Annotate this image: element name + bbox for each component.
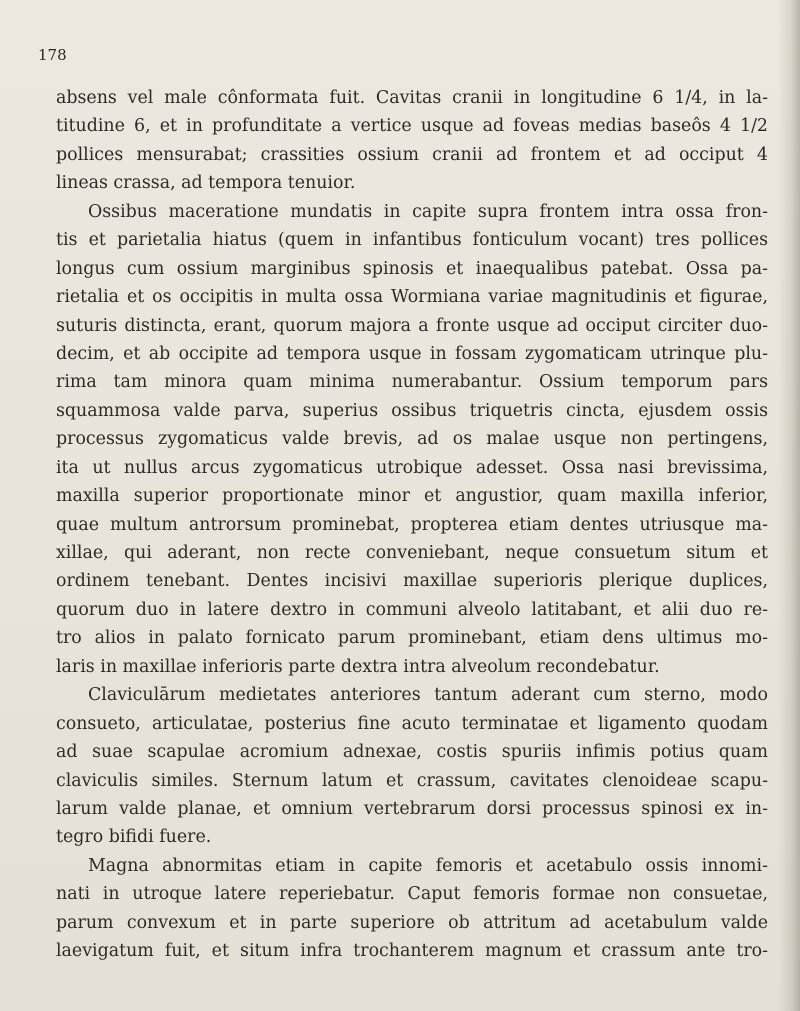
text-line: titudine 6, et in profunditate a vertice usque ad foveas medias baseôs 4 1/2 [56,116,768,137]
text-line: laevigatum fuit, et situm infra trochanterem magnum et crassum ante tro- [56,941,768,962]
text-line: ad suae scapulae acromium adnexae, costis spuriis infimis potius quam [56,742,768,763]
body-text [56,84,768,966]
text-line: pollices mensurabat; crassities ossium cranii ad frontem et ad occiput 4 [56,144,768,165]
page-number: 178 [38,46,67,64]
text-line: decim, et ab occipite ad tempora usque in fossam zygomaticam utrinque plu- [56,343,768,364]
text-line: Magna abnormitas etiam in capite femoris et acetabulo ossis innomi- [88,855,768,876]
text-line: Claviculārum medietates anteriores tantum aderant cum sterno, modo [88,685,768,706]
text-line: Ossibus maceratione mundatis in capite supra frontem intra ossa fron- [88,201,768,222]
text-line: rima tam minora quam minima numerabantur. Ossium temporum pars [56,372,768,393]
text-line: longus cum ossium marginibus spinosis et inaequalibus patebat. Ossa pa- [56,258,768,279]
text-line: squammosa valde parva, superius ossibus triquetris cincta, ejusdem ossis [56,400,768,421]
text-line: ita ut nullus arcus zygomaticus utrobique adesset. Ossa nasi brevissima, [56,457,768,478]
text-line: absens vel male cônformata fuit. Cavitas cranii in longitudine 6 1/4, in la- [56,88,768,108]
text-line: xillae, qui aderant, non recte conveniebant, neque consuetum situm et [56,543,768,563]
text-line: tis et parietalia hiatus (quem in infantibus fonticulum vocant) tres pollices [56,230,768,251]
text-line: claviculis similes. Sternum latum et crassum, cavitates clenoideae scapu- [56,770,768,791]
page-edge-shadow [778,0,800,1011]
text-line: parum convexum et in parte superiore ob attritum ad acetabulum valde [56,912,768,933]
text-line: tegro bifidi fuere. [56,827,212,848]
text-line: ordinem tenebant. Dentes incisivi maxillae superioris plerique duplices, [56,571,768,592]
text-line: nati in utroque latere reperiebatur. Caput femoris formae non consuetae, [56,884,768,905]
text-line: rietalia et os occipitis in multa ossa Wormiana variae magnitudinis et figurae, [56,287,768,308]
text-line: quorum duo in latere dextro in communi alveolo latitabant, et alii duo re- [56,599,768,620]
text-line: lineas crassa, ad tempora tenuior. [56,173,356,194]
text-line: tro alios in palato fornicato parum prominebant, etiam dens ultimus mo- [56,628,768,649]
text-line: suturis distincta, erant, quorum majora a fronte usque ad occiput circiter duo- [56,315,768,336]
text-line: maxilla superior proportionate minor et angustior, quam maxilla inferior, [56,486,768,507]
text-line: processus zygomaticus valde brevis, ad os malae usque non pertingens, [56,429,768,450]
text-line: consueto, articulatae, posterius fine acuto terminatae et ligamento quodam [56,713,768,734]
text-line: quae multum antrorsum prominebat, propterea etiam dentes utriusque ma- [56,514,768,535]
text-line: laris in maxillae inferioris parte dextra intra alveolum recondebatur. [56,656,660,677]
text-line: larum valde planae, et omnium vertebrarum dorsi processus spinosi ex in- [56,798,768,819]
